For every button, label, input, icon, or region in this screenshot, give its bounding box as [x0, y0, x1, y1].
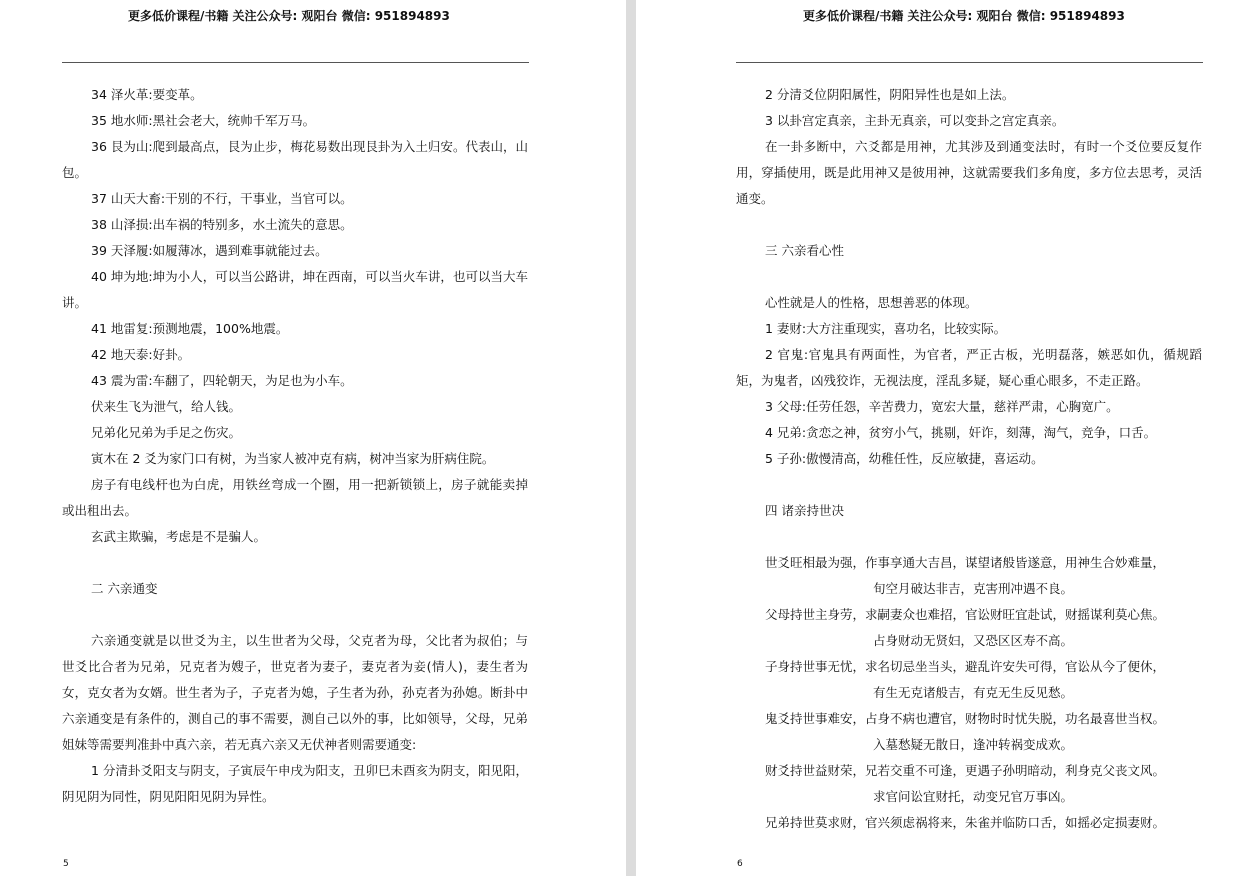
spacer	[736, 264, 1202, 290]
verse-line: 兄弟持世莫求财，官兴须虑祸将来，朱雀并临防口舌，如摇必定损妻财。	[765, 815, 1166, 830]
page-number: 6	[737, 859, 743, 869]
spacer	[62, 602, 528, 628]
text-line: 43 震为雷:车翻了，四轮朝天，为足也为小车。	[91, 373, 353, 388]
paragraph: 在一卦多断中，六爻都是用神，尤其涉及到通变法时，有时一个爻位要反复作用，穿插使用，既是此用神又是彼用神，这就需要我们多角度，多方位去思考，灵活通变。	[736, 139, 1202, 206]
page-header: 更多低价课程/书籍 关注公众号: 观阳台 微信: 951894893	[803, 9, 1125, 23]
text-line: 38 山泽损:出车祸的特别多，水土流失的意思。	[91, 217, 353, 232]
section-title: 四 诸亲持世决	[765, 503, 844, 518]
page-number: 5	[63, 859, 69, 869]
text-line: 2 官鬼:官鬼具有两面性，为官者，严正古板，光明磊落，嫉恶如仇，循规蹈矩，为鬼者，凶残狡诈，无视法度，淫乱多疑，疑心重心眼多，不走正路。	[736, 347, 1202, 388]
paragraph: 六亲通变就是以世爻为主，以生世者为父母，父克者为母，父比者为叔伯；与世爻比合者为兄弟，兄克者为嫂子，世克者为妻子，妻克者为妾(情人)，妻生者为女，克女者为女婿。世生者为子，子克者为媳，子生者为孙，孙克者为孙媳。断卦中六亲通变是有条件的，测自己的事不需要，测自己以外的事，比如领导，父母，兄弟姐妹等需要判准卦中真六亲，若无真六亲又无伏神者则需要通变:	[62, 633, 528, 752]
verse-line: 鬼爻持世事难安，占身不病也遭官，财物时时忧失脱，功名最喜世当权。	[765, 711, 1166, 726]
header-rule	[736, 62, 1203, 63]
verse-line: 父母持世主身劳，求嗣妻众也难招，官讼财旺宜赴试，财摇谋利莫心焦。	[765, 607, 1166, 622]
text-line: 5 子孙:傲慢清高，幼稚任性，反应敏捷，喜运动。	[765, 451, 1044, 466]
verse-line: 子身持世事无忧，求名切忌坐当头，避乱许安失可得，官讼从今了便休，	[765, 659, 1166, 674]
document-page-right	[636, 0, 1251, 876]
spacer	[62, 550, 528, 576]
verse-line: 占身财动无贤妇，又恐区区寿不高。	[873, 633, 1074, 648]
text-line: 41 地雷复:预测地震，100%地震。	[91, 321, 289, 336]
text-line: 34 泽火革:要变革。	[91, 87, 203, 102]
spacer	[736, 524, 1202, 550]
text-line: 心性就是人的性格，思想善恶的体现。	[765, 295, 978, 310]
text-line: 35 地水师:黑社会老大，统帅千军万马。	[91, 113, 316, 128]
text-line: 3 以卦宫定真亲，主卦无真亲，可以变卦之宫定真亲。	[765, 113, 1065, 128]
section-title: 三 六亲看心性	[765, 243, 844, 258]
text-line: 4 兄弟:贪恋之神，贫穷小气，挑剔，奸诈，刻薄，淘气，竞争，口舌。	[765, 425, 1157, 440]
page-gutter	[626, 0, 636, 876]
text-line: 39 天泽履:如履薄冰，遇到难事就能过去。	[91, 243, 328, 258]
page-body	[62, 82, 528, 810]
text-line: 寅木在 2 爻为家门口有树，为当家人被冲克有病，树冲当家为肝病住院。	[91, 451, 495, 466]
text-line: 玄武主欺骗，考虑是不是骗人。	[91, 529, 267, 544]
text-line: 42 地天泰:好卦。	[91, 347, 191, 362]
page-body	[736, 82, 1202, 836]
text-line: 3 父母:任劳任怨，辛苦费力，宽宏大量，慈祥严肃，心胸宽广。	[765, 399, 1119, 414]
verse-line: 世爻旺相最为强，作事享通大吉昌，谋望诸般皆遂意，用神生合妙难量，	[765, 555, 1166, 570]
page-header: 更多低价课程/书籍 关注公众号: 观阳台 微信: 951894893	[128, 9, 450, 23]
text-line: 伏来生飞为泄气，给人钱。	[91, 399, 242, 414]
text-line: 1 分清卦爻阳支与阴支，子寅辰午申戌为阳支，丑卯巳未酉亥为阴支，阳见阳，阴见阴为同性，阴见阳阳见阴为异性。	[62, 763, 528, 804]
header-rule	[62, 62, 529, 63]
verse-line: 财爻持世益财荣，兄若交重不可逢，更遇子孙明暗动，利身克父丧文风。	[765, 763, 1166, 778]
spacer	[736, 212, 1202, 238]
text-line: 2 分清爻位阴阳属性，阴阳异性也是如上法。	[765, 87, 1015, 102]
text-line: 36 艮为山:爬到最高点，艮为止步，梅花易数出现艮卦为入土归安。代表山，山包。	[62, 139, 528, 180]
verse-line: 入墓愁疑无散日，逢冲转祸变成欢。	[873, 737, 1074, 752]
text-line: 兄弟化兄弟为手足之伤灾。	[91, 425, 242, 440]
verse-line: 有生无克诸般吉，有克无生反见愁。	[873, 685, 1074, 700]
verse-line: 旬空月破达非吉，克害刑冲遇不良。	[873, 581, 1074, 596]
text-line: 40 坤为地:坤为小人，可以当公路讲，坤在西南，可以当火车讲，也可以当大车讲。	[62, 269, 528, 310]
verse-line: 求官问讼宜财托，动变兄官万事凶。	[873, 789, 1074, 804]
spacer	[736, 472, 1202, 498]
text-line: 37 山天大畜:干别的不行，干事业，当官可以。	[91, 191, 353, 206]
text-line: 房子有电线杆也为白虎，用铁丝弯成一个圈，用一把新锁锁上，房子就能卖掉或出租出去。	[62, 477, 528, 518]
section-title: 二 六亲通变	[91, 581, 158, 596]
text-line: 1 妻财:大方注重现实，喜功名，比较实际。	[765, 321, 1007, 336]
